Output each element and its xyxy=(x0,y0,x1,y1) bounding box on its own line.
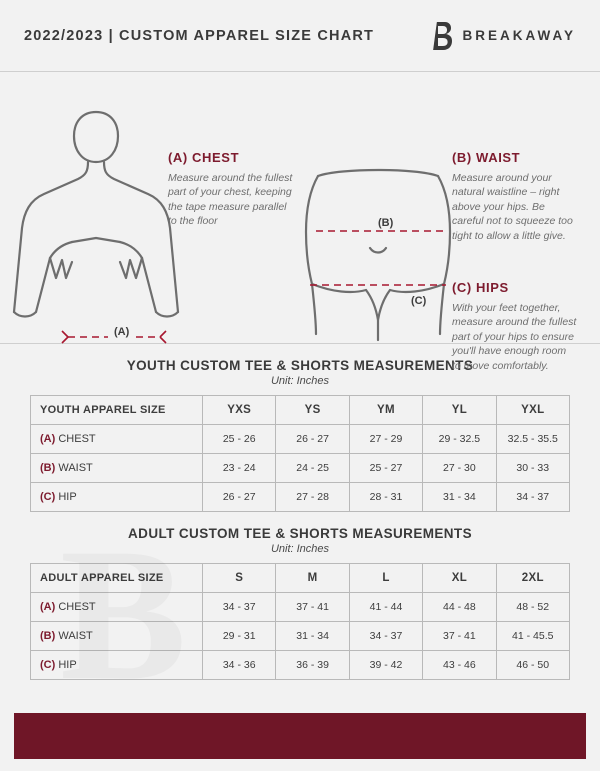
row-tag: (C) xyxy=(40,491,56,503)
row-label: HIP xyxy=(58,659,77,671)
youth-table-unit: Unit: Inches xyxy=(270,375,330,387)
cell: 34 - 37 xyxy=(496,483,569,512)
youth-col-1: YS xyxy=(276,396,349,425)
cell: 25 - 26 xyxy=(203,425,276,454)
table-row xyxy=(31,454,570,483)
callout-hips-text: With your feet together, measure around the fullest part of your hips to ensure you'll have enough room to move comfortably. xyxy=(452,302,577,372)
callout-chest-heading: (A) CHEST xyxy=(168,150,240,165)
adult-col-3: XL xyxy=(423,564,496,593)
cell: 37 - 41 xyxy=(423,622,496,651)
callout-waist xyxy=(452,150,577,243)
adult-col-2: L xyxy=(349,564,422,593)
youth-col-0: YXS xyxy=(203,396,276,425)
cell: 27 - 30 xyxy=(423,454,496,483)
cell: 43 - 46 xyxy=(423,651,496,680)
cell: 34 - 37 xyxy=(349,622,422,651)
cell: 31 - 34 xyxy=(276,622,349,651)
adult-row-label-chest xyxy=(31,593,203,622)
row-label: WAIST xyxy=(58,462,93,474)
footer-bar xyxy=(14,713,586,759)
youth-col-2: YM xyxy=(349,396,422,425)
table-row xyxy=(31,425,570,454)
adult-col-0: S xyxy=(203,564,276,593)
row-label: HIP xyxy=(58,491,77,503)
adult-section xyxy=(0,526,600,680)
cell: 26 - 27 xyxy=(276,425,349,454)
youth-table-title: YOUTH CUSTOM TEE & SHORTS MEASUREMENTS xyxy=(126,358,474,373)
adult-col-1: M xyxy=(276,564,349,593)
youth-col-4: YXL xyxy=(496,396,569,425)
hips-marker-label: (C) xyxy=(411,295,427,307)
cell: 39 - 42 xyxy=(349,651,422,680)
row-tag: (B) xyxy=(40,462,56,474)
waist-marker-label: (B) xyxy=(378,217,394,229)
table-row xyxy=(31,651,570,680)
brand-lockup xyxy=(430,21,576,51)
row-label: CHEST xyxy=(58,601,96,613)
cell: 28 - 31 xyxy=(349,483,422,512)
cell: 44 - 48 xyxy=(423,593,496,622)
youth-row-label-waist xyxy=(31,454,203,483)
cell: 27 - 29 xyxy=(349,425,422,454)
adult-col-4: 2XL xyxy=(496,564,569,593)
cell: 32.5 - 35.5 xyxy=(496,425,569,454)
callout-waist-heading: (B) WAIST xyxy=(452,150,521,165)
callout-chest xyxy=(168,150,293,229)
adult-size-table xyxy=(30,563,570,680)
row-tag: (C) xyxy=(40,659,56,671)
adult-table-title: ADULT CUSTOM TEE & SHORTS MEASUREMENTS xyxy=(128,526,472,541)
table-row xyxy=(31,593,570,622)
cell: 37 - 41 xyxy=(276,593,349,622)
row-tag: (A) xyxy=(40,601,56,613)
cell: 27 - 28 xyxy=(276,483,349,512)
youth-row-header: YOUTH APPAREL SIZE xyxy=(31,396,203,425)
cell: 41 - 45.5 xyxy=(496,622,569,651)
row-label: CHEST xyxy=(58,433,96,445)
table-header-row xyxy=(31,564,570,593)
page-title: 2022/2023 | CUSTOM APPAREL SIZE CHART xyxy=(24,27,375,44)
callout-hips xyxy=(452,280,577,373)
cell: 48 - 52 xyxy=(496,593,569,622)
row-tag: (B) xyxy=(40,630,56,642)
youth-col-3: YL xyxy=(423,396,496,425)
cell: 23 - 24 xyxy=(203,454,276,483)
table-row xyxy=(31,622,570,651)
cell: 34 - 37 xyxy=(203,593,276,622)
youth-size-table xyxy=(30,395,570,512)
table-row xyxy=(31,483,570,512)
brand-name: BREAKAWAY xyxy=(462,28,576,43)
callout-waist-text: Measure around your natural waistline – right above your hips. Be careful not to squeeze too tight to allow a little give. xyxy=(452,172,573,242)
youth-row-label-chest xyxy=(31,425,203,454)
row-tag: (A) xyxy=(40,433,56,445)
cell: 24 - 25 xyxy=(276,454,349,483)
youth-row-label-hip xyxy=(31,483,203,512)
callout-chest-text: Measure around the fullest part of your chest, keeping the tape measure parallel to the floor xyxy=(168,172,293,228)
youth-section xyxy=(0,358,600,512)
adult-row-label-waist xyxy=(31,622,203,651)
adult-table-unit: Unit: Inches xyxy=(270,543,330,555)
breakaway-b-logo-icon xyxy=(430,21,452,51)
cell: 30 - 33 xyxy=(496,454,569,483)
cell: 36 - 39 xyxy=(276,651,349,680)
adult-row-label-hip xyxy=(31,651,203,680)
adult-row-header: ADULT APPAREL SIZE xyxy=(31,564,203,593)
cell: 34 - 36 xyxy=(203,651,276,680)
page-header xyxy=(0,0,600,72)
cell: 41 - 44 xyxy=(349,593,422,622)
cell: 29 - 31 xyxy=(203,622,276,651)
cell: 25 - 27 xyxy=(349,454,422,483)
table-header-row xyxy=(31,396,570,425)
cell: 46 - 50 xyxy=(496,651,569,680)
cell: 29 - 32.5 xyxy=(423,425,496,454)
chest-marker-label: (A) xyxy=(114,326,130,338)
row-label: WAIST xyxy=(58,630,93,642)
cell: 26 - 27 xyxy=(203,483,276,512)
callout-hips-heading: (C) HIPS xyxy=(452,280,509,295)
cell: 31 - 34 xyxy=(423,483,496,512)
